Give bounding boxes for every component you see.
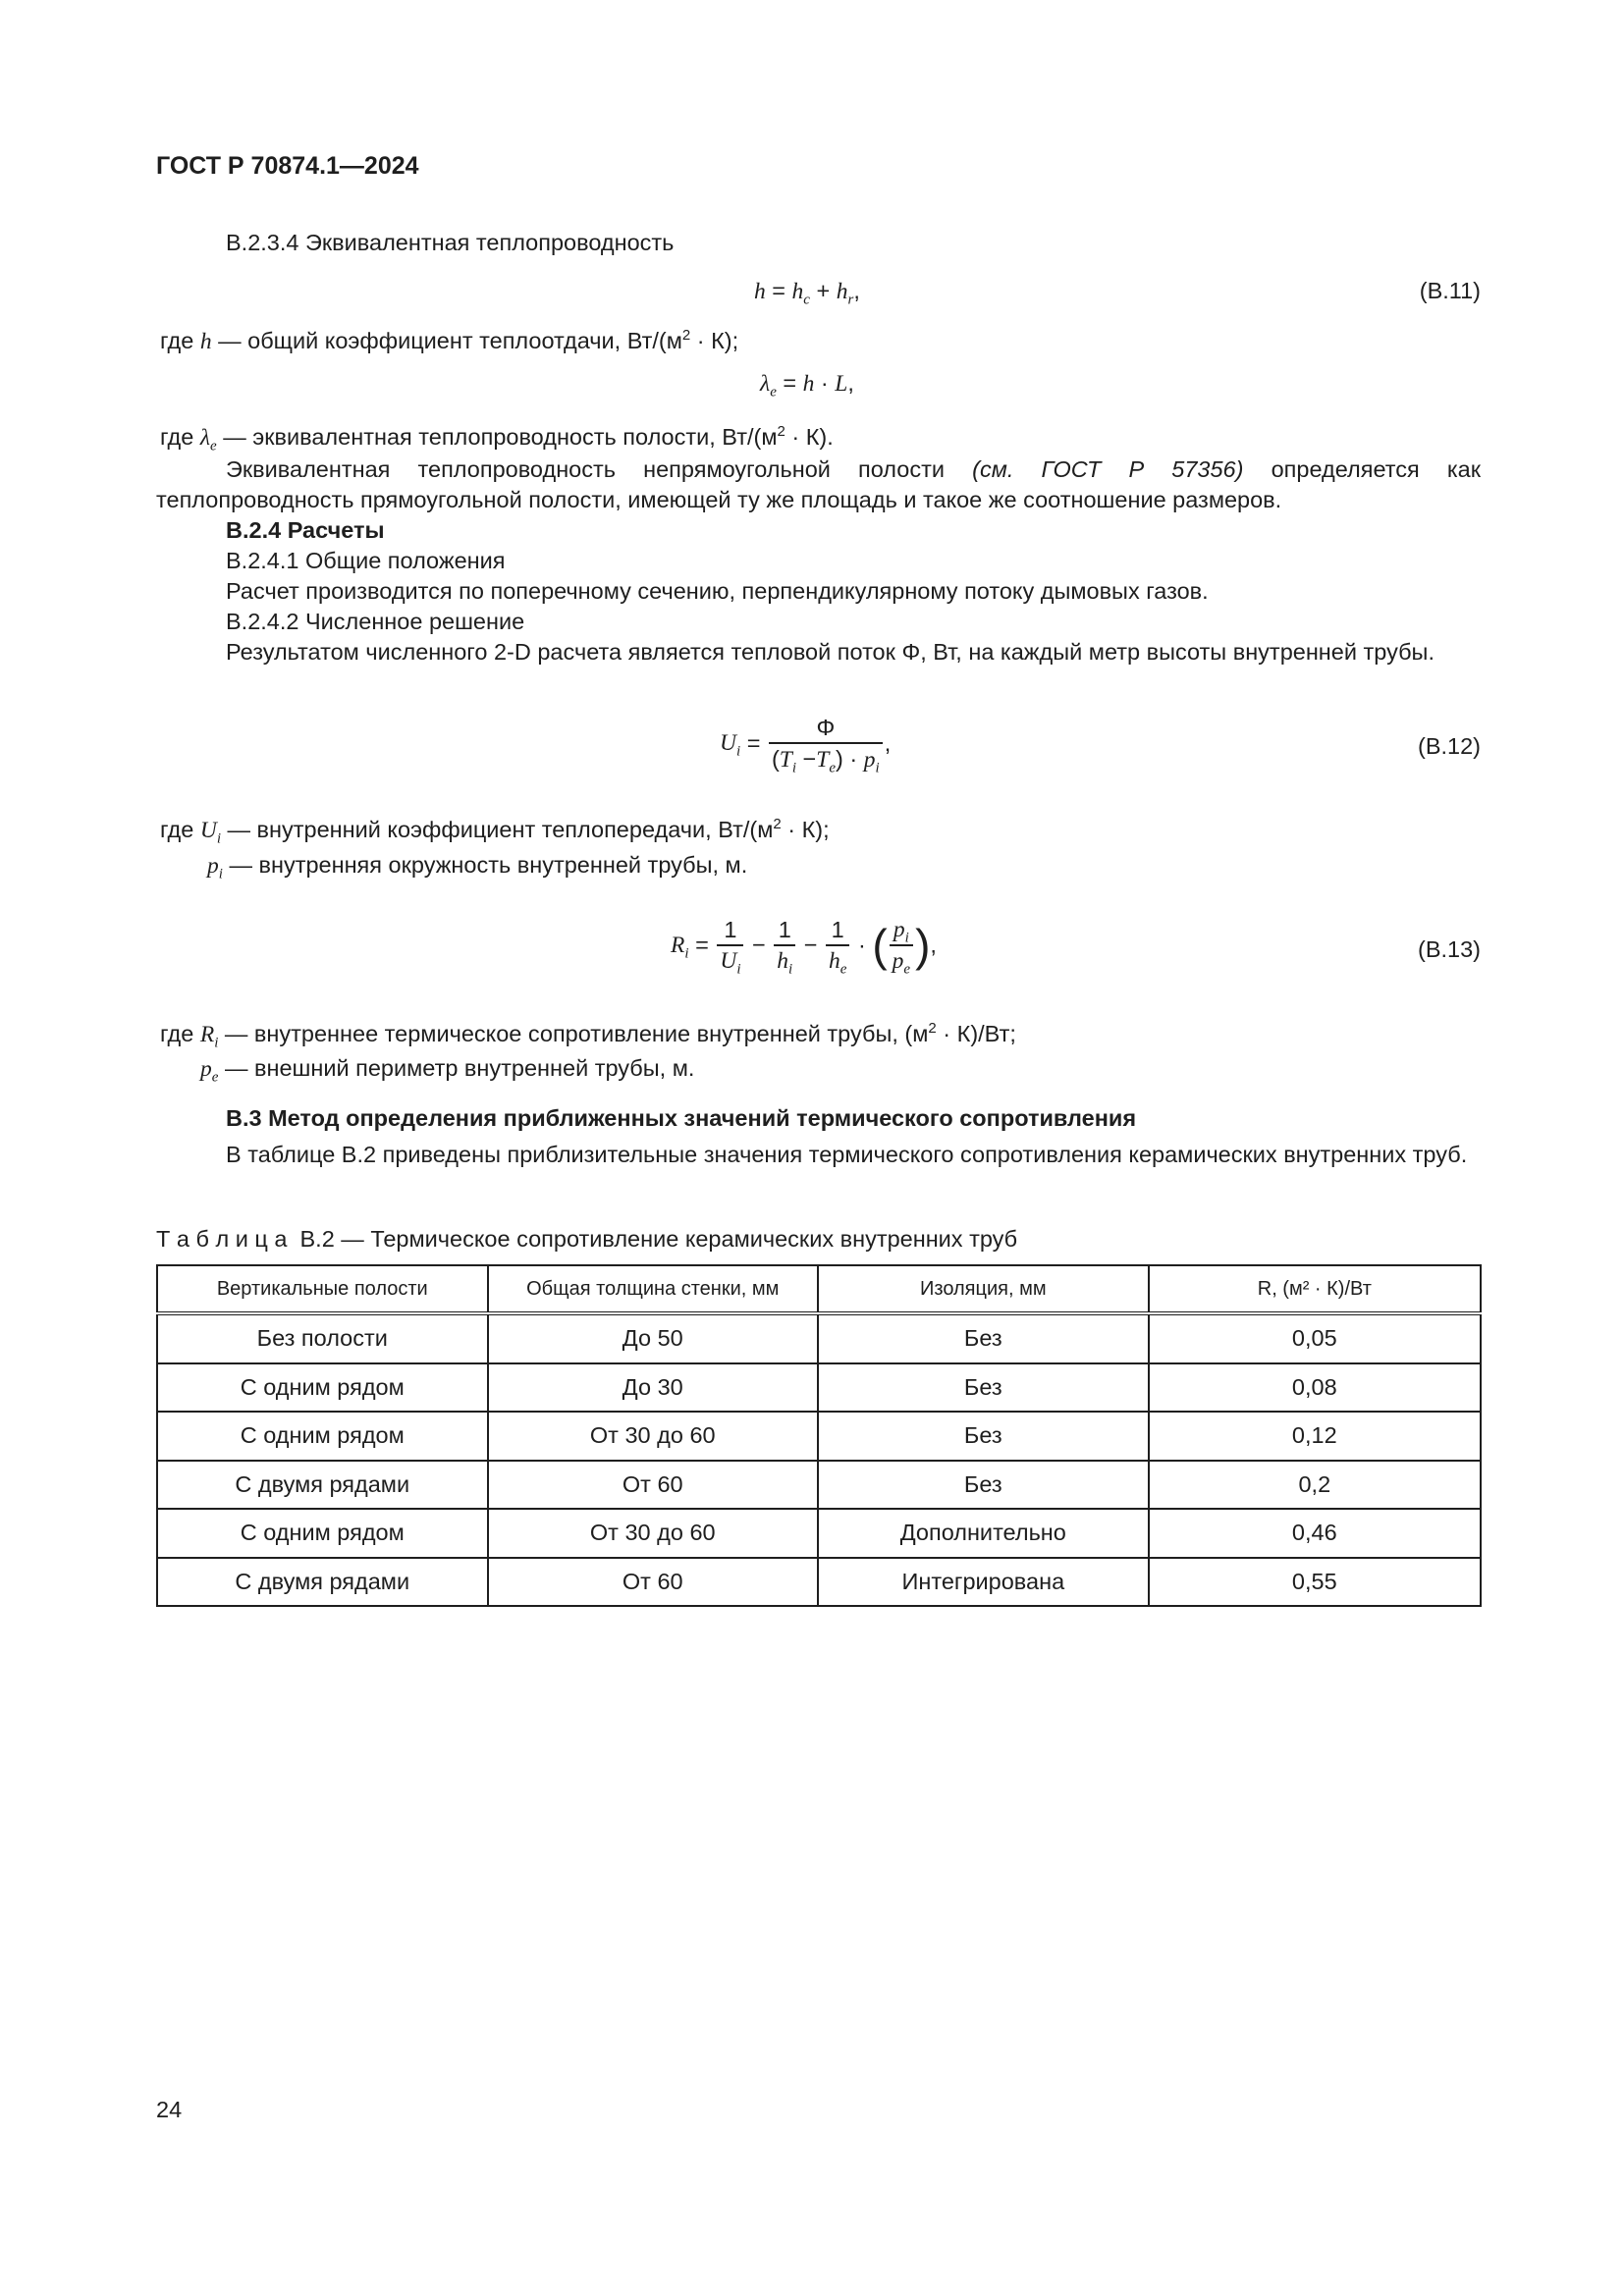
document-id: ГОСТ Р 70874.1—2024 [156,152,419,180]
table-cell: С одним рядом [157,1363,488,1413]
section-title: В.2.4 Расчеты [226,517,385,543]
table-cell: Без [818,1412,1149,1461]
paragraph-text: определяется как теплопроводность прямоугольной полости, имеющей ту же площадь и такое же соотношение размеров. [156,456,1481,512]
unit-tail: · К); [690,328,739,353]
table-row [157,1461,1481,1510]
definition-lambda-e: где $\lambda_e$ — эквивалентная теплопроводность полости, $Вт/(м^2 \cdot К)$. [160,423,834,454]
table-row [157,1313,1481,1363]
table-cell: 0,46 [1149,1509,1481,1558]
equation-number: (В.11) [1419,278,1481,303]
column-header: Изоляция, мм [818,1265,1149,1313]
definition-text: — общий коэффициент теплоотдачи, Вт/(м [218,328,682,353]
table-cell: Без полости [157,1313,488,1363]
definition-text: — внутреннее термическое сопротивление внутренней трубы, (м [224,1021,929,1046]
table-row [157,1412,1481,1461]
section-title: В.2.4.2 Численное решение [226,609,525,634]
definition-h: где h — общий коэффициент теплоотдачи, $Вт/(м^2 \cdot К)$; [160,327,739,354]
reference: (см. ГОСТ Р 57356) [972,456,1244,482]
paragraph: Расчет производится по поперечному сечению, перпендикулярному потоку дымовых газов. [226,578,1209,604]
paragraph-b3: В таблице В.2 приведены приблизительные значения термического сопротивления керамических внутренних труб. [226,1142,1468,1167]
caption-text: В.2 — Термическое сопротивление керамических внутренних труб [299,1226,1018,1252]
table-cell: От 60 [488,1558,818,1607]
definition-r-i: где $R_i$ — внутреннее термическое сопротивление внутренней трубы, $(м^2 \cdot К)/Вт$; [160,1020,1016,1051]
column-header: Общая толщина стенки, мм [488,1265,818,1313]
caption-prefix: Т а б л и ц а [156,1226,288,1252]
equation-b11: $h = h_c + h_r$, [754,278,860,308]
where-label: где [160,1021,194,1046]
table-cell: Дополнительно [818,1509,1149,1558]
table-cell: До 30 [488,1363,818,1413]
where-label: где [160,424,194,450]
table-cell: С двумя рядами [157,1558,488,1607]
equation-lambda: $\lambda_e = h \cdot L$, [760,370,854,400]
table-cell: Интегрирована [818,1558,1149,1607]
table-cell: С одним рядом [157,1509,488,1558]
column-header: Вертикальные полости [157,1265,488,1313]
table-row [157,1558,1481,1607]
table-cell: 0,2 [1149,1461,1481,1510]
definition-text: — внутренний коэффициент теплопередачи, Вт/(м [227,817,774,842]
definition-text: — внешний периметр внутренней трубы, м. [224,1055,695,1081]
table-cell: До 50 [488,1313,818,1363]
table-cell: 0,05 [1149,1313,1481,1363]
section-title: В.3 Метод определения приближенных значений термического сопротивления [226,1105,1137,1131]
table-caption [156,1224,1017,1255]
table-cell: От 30 до 60 [488,1509,818,1558]
table-cell: Без [818,1363,1149,1413]
thermal-resistance-table [156,1264,1482,1607]
table-row [157,1363,1481,1413]
table-cell: От 60 [488,1461,818,1510]
page-number: 24 [156,2097,183,2122]
definition-u-i: где $U_i$ — внутренний коэффициент теплопередачи, $Вт/(м^2 \cdot К)$; [160,816,830,847]
paragraph-text: Эквивалентная теплопроводность непрямоугольной полости [226,456,973,482]
definition-text: — внутренняя окружность внутренней трубы, м. [229,852,748,878]
table-cell: От 30 до 60 [488,1412,818,1461]
equation-number: (В.12) [1418,733,1481,759]
equation-number: (В.13) [1418,936,1481,962]
table-cell: 0,08 [1149,1363,1481,1413]
unit-tail: · К). [785,424,834,450]
paragraph-numeric: Результатом численного 2-D расчета является тепловой поток Φ, Вт, на каждый метр высоты внутренней трубы. [226,639,1435,665]
equation-b12: $U_i$ = $\frac{\Phi}{(T_i -T_e) \cdot p_i}$ , [720,715,892,776]
section-title: В.2.4.1 Общие положения [226,548,506,573]
table-cell: 0,12 [1149,1412,1481,1461]
table-header-row [157,1265,1481,1313]
definition-p-e: $p_e$ — внешний периметр внутренней трубы, м. [200,1055,695,1086]
section-title: В.2.3.4 Эквивалентная теплопроводность [226,230,675,255]
paragraph-equivalent [156,454,1481,515]
unit-tail: · К)/Вт; [936,1021,1016,1046]
equation-b13: $R_i$ = $\frac{1}{U_i}$ − $\frac{1}{h_i}$ − $\frac{1}{h_e}$ · ( $\frac{p_i}{p_e}$ ), [671,917,937,978]
unit-tail: · К); [781,817,830,842]
table-row [157,1509,1481,1558]
table-cell: С двумя рядами [157,1461,488,1510]
column-header: R, (м² · К)/Вт [1149,1265,1481,1313]
table-cell: 0,55 [1149,1558,1481,1607]
definition-text: — эквивалентная теплопроводность полости, Вт/(м [223,424,778,450]
table-cell: Без [818,1313,1149,1363]
where-label: где [160,817,194,842]
where-label: где [160,328,194,353]
definition-p-i: $p_i$ — внутренняя окружность внутренней трубы, м. [207,852,748,882]
table-cell: С одним рядом [157,1412,488,1461]
table-cell: Без [818,1461,1149,1510]
